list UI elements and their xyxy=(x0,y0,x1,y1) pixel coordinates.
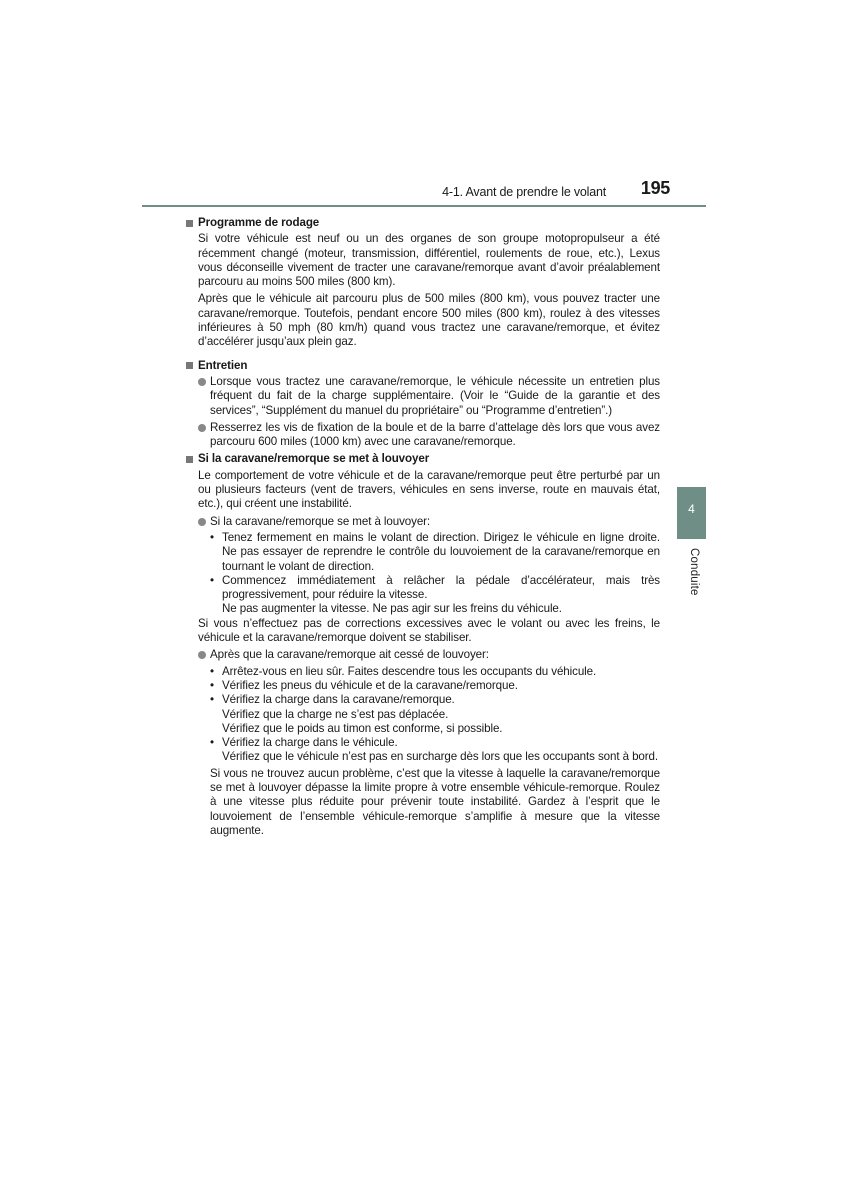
section-title-text: Programme de rodage xyxy=(198,216,320,229)
sub-list-continuation: Vérifiez que le poids au timon est conforme, si possible. xyxy=(222,721,503,735)
page-content xyxy=(186,216,660,838)
list-item-text: Si la caravane/remorque se met à louvoyer: xyxy=(210,514,431,528)
chapter-label: Conduite xyxy=(688,548,700,596)
paragraph: Si votre véhicule est neuf ou un des organes de son groupe motopropulseur a été récemment changé (moteur, transmission, différentiel, roulements de roue, etc.), Lexus vous déconseille vivement de tracter une caravane/remorque avant d’avoir préalablement parcouru au moins 500 miles (800 km). xyxy=(198,232,660,289)
paragraph: Le comportement de votre véhicule et de la caravane/remorque peut être perturbé par un ou plusieurs facteurs (vent de travers, véhicules en sens inverse, route en mauvais état, etc.), qui créent une instabilité. xyxy=(198,468,660,511)
round-bullet-icon xyxy=(198,518,206,526)
sub-list-item: • Tenez fermement en mains le volant de direction. Dirigez le véhicule en ligne droite. Ne pas essayer de reprendre le contrôle du louvoiement de la caravane/remorque en tournant le volant de direction. xyxy=(210,530,660,573)
header-divider xyxy=(142,205,706,207)
square-bullet-icon xyxy=(186,456,193,463)
square-bullet-icon xyxy=(186,220,193,227)
sub-list-item: • Commencez immédiatement à relâcher la pédale d’accélérateur, mais très progressivement, pour réduire la vitesse. xyxy=(210,573,660,602)
sub-list-item: • Vérifiez les pneus du véhicule et de la caravane/remorque. xyxy=(210,678,518,692)
sub-list-continuation: Ne pas augmenter la vitesse. Ne pas agir sur les freins du véhicule. xyxy=(222,602,562,616)
list-item xyxy=(210,515,660,529)
section-title-text: Entretien xyxy=(198,358,248,372)
sub-list-continuation: Vérifiez que le véhicule n’est pas en surcharge dès lors que les occupants sont à bord. xyxy=(222,750,658,764)
list-item xyxy=(210,421,660,450)
section-louvoyer-title xyxy=(186,452,660,466)
list-item xyxy=(210,375,660,418)
square-bullet-icon xyxy=(186,362,193,369)
sub-list-item: • Arrêtez-vous en lieu sûr. Faites descendre tous les occupants du véhicule. xyxy=(210,664,597,678)
paragraph: Après que le véhicule ait parcouru plus de 500 miles (800 km), vous pouvez tracter une caravane/remorque. Toutefois, pendant encore 500 miles (800 km), roulez à des vitesses inférieures à 50 mph (80 km/h) quand vous tractez une caravane/remorque, et évitez d’accélérer jusqu’aux plein gaz. xyxy=(198,292,660,349)
list-item xyxy=(210,648,660,662)
sub-list-continuation: Vérifiez que la charge ne s’est pas déplacée. xyxy=(222,707,449,721)
round-bullet-icon xyxy=(198,424,206,432)
list-item-text: Lorsque vous tractez une caravane/remorque, le véhicule nécessite un entretien plus fréquent du fait de la charge supplémentaire. (Voir le “Guide de la garantie et des services”, “Supplément du manuel du propriétaire” ou “Programme d’entretien”.) xyxy=(210,374,660,417)
section-rodage-title xyxy=(186,216,660,230)
section-heading: 4-1. Avant de prendre le volant xyxy=(442,185,606,199)
sub-list-item: • Vérifiez la charge dans le véhicule. xyxy=(210,736,398,750)
section-entretien-title xyxy=(186,359,660,373)
round-bullet-icon xyxy=(198,378,206,386)
paragraph: Si vous n’effectuez pas de corrections excessives avec le volant ou avec les freins, le véhicule et la caravane/remorque doivent se stabiliser. xyxy=(198,616,660,645)
page-number: 195 xyxy=(640,178,670,198)
round-bullet-icon xyxy=(198,651,206,659)
list-item-text: Resserrez les vis de fixation de la boule et de la barre d’attelage dès lors que vous avez parcouru 600 miles (1000 km) avec une caravane/remorque. xyxy=(210,420,660,449)
chapter-tab: 4 xyxy=(677,487,706,539)
paragraph: Si vous ne trouvez aucun problème, c’est que la vitesse à laquelle la caravane/remorque se met à louvoyer dépasse la limite propre à votre ensemble véhicule-remorque. Roulez à une vitesse plus réduite pour prévenir toute instabilité. Gardez à l’esprit que le louvoiement de l’ensemble véhicule-remorque s’amplifie à mesure que la vitesse augmente. xyxy=(210,766,660,837)
sub-list-item: • Vérifiez la charge dans la caravane/remorque. xyxy=(210,693,455,707)
list-item-text: Après que la caravane/remorque ait cessé de louvoyer: xyxy=(210,648,489,662)
page-header xyxy=(142,178,706,208)
section-title-text: Si la caravane/remorque se met à louvoyer xyxy=(198,452,430,466)
